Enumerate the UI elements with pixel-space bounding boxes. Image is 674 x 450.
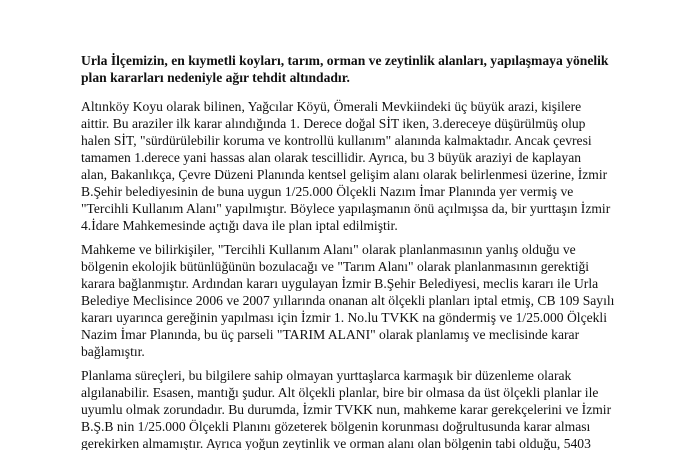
paragraph-line: Planlama süreçleri, bu bilgilere sahip olmayan yurttaşlarca karmaşık bir düzenleme olarak — [81, 368, 572, 383]
paragraph-line: B.Şehir belediyesinin de buna uygun 1/25.000 Ölçekli Nazım İmar Planında yer vermiş ve — [81, 184, 574, 199]
paragraph-altinkoy — [81, 98, 621, 234]
heading-line: Urla İlçemizin, en kıymetli koyları, tarım, orman ve zeytinlik alanları, yapılaşmaya yönelik — [81, 53, 609, 68]
paragraph-line: karara bağlanmıştır. Ardından kararı uygulayan İzmir B.Şehir Belediyesi, meclis kararı ile Urla — [81, 276, 599, 291]
paragraph-line: bölgenin ekolojik bütünlüğünün bozulacağı ve "Tarım Alanı" olarak planlanmasının gerektiği — [81, 259, 590, 274]
paragraph-line: kararı uyarınca gereğinin yapılması için İzmir 1. No.lu TVKK na göndermiş ve 1/25.000 Ölçekli — [81, 310, 607, 325]
paragraph-line: B.Ş.B nin 1/25.000 Ölçekli Planını gözeterek bölgenin korunması doğrultusunda karar alması — [81, 419, 591, 434]
paragraph-line: Altınköy Koyu olarak bilinen, Yağcılar Köyü, Ömerali Mevkiindeki üç büyük arazi, kişilere — [81, 99, 582, 114]
paragraph-line: bağlamıştır. — [81, 344, 145, 359]
paragraph-line: uyumlu olmak zorundadır. Bu durumda, İzmir TVKK nun, mahkeme karar gerekçelerini ve İzmir — [81, 402, 612, 417]
heading-line: plan kararları nedeniyle ağır tehdit altındadır. — [81, 70, 350, 85]
document-heading — [81, 52, 616, 86]
paragraph-line: gerekirken almamıştır. Ayrıca yoğun zeytinlik ve orman alanı olan bölgenin tabi olduğu, 5403 — [81, 436, 591, 450]
paragraph-court — [81, 241, 621, 360]
paragraph-line: tamamen 1.derece yani hassas alan olarak tescillidir. Ayrıca, bu 3 büyük araziyi de kaplayan — [81, 150, 582, 165]
paragraph-line: Belediye Meclisince 2006 ve 2007 yıllarında onanan alt ölçekli planları iptal etmiş, CB 109 Sayılı — [81, 293, 615, 308]
paragraph-line: Nazim İmar Planında, bu üç parseli "TARIM ALANI" olarak planlamış ve meclisinde karar — [81, 327, 580, 342]
paragraph-line: algılanabilir. Esasen, mantığı şudur. Alt ölçekli planlar, bire bir olmasa da üst ölçekli planlar ile — [81, 385, 599, 400]
paragraph-line: alan, Bakanlıkça, Çevre Düzeni Planında kentsel gelişim alanı olarak belirlenmesi üzerine, İzmir — [81, 167, 608, 182]
paragraph-line: 4.İdare Mahkemesinde açtığı dava ile plan iptal edilmiştir. — [81, 218, 398, 233]
paragraph-line: "Tercihli Kullanım Alanı" yapılmıştır. Böylece yapılaşmanın önü açılmışsa da, bir yurttaşın İzmir — [81, 201, 611, 216]
paragraph-line: Mahkeme ve bilirkişiler, "Tercihli Kullanım Alanı" olarak planlanmasının yanlış olduğu ve — [81, 242, 576, 257]
paragraph-planning — [81, 367, 621, 450]
paragraph-line: halen SİT, "sürdürülebilir koruma ve kontrollü kullanım" alanında kalmaktadır. Ancak çevresi — [81, 133, 592, 148]
paragraph-line: aittir. Bu araziler ilk karar alındığında 1. Derece doğal SİT iken, 3.dereceye düşürülmüş olup — [81, 116, 586, 131]
